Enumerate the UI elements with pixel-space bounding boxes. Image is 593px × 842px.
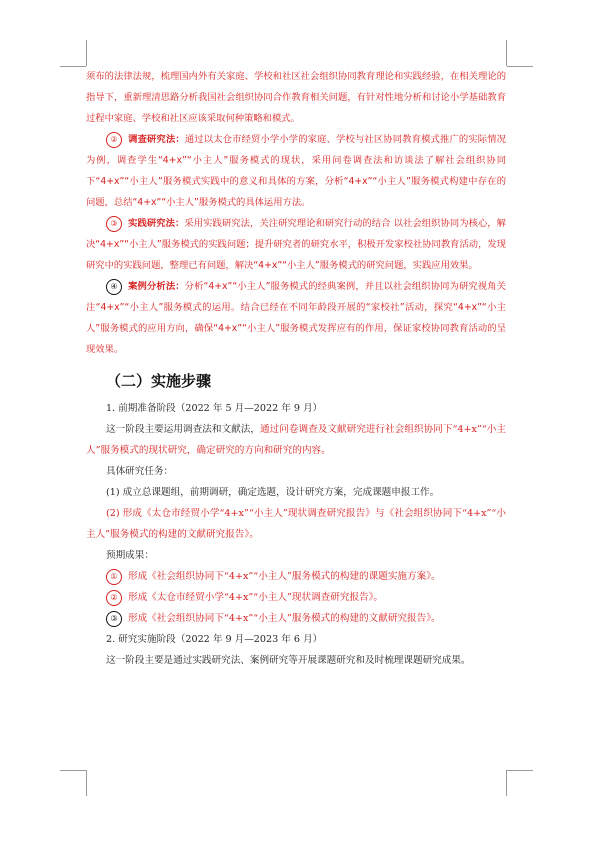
circled-number-3: ③	[106, 216, 122, 232]
method-survey-label: 调查研究法：	[128, 134, 185, 145]
stage1-title: 1. 前期准备阶段（2022 年 5 月—2022 年 9 月）	[106, 403, 323, 414]
stage1-task-2: (2) 形成《太仓市经贸小学“4+x”“小主人”现状调查研究报告》与《社会组织协同下“4+x”“小主人”服务模式的构建的文献研究报告》。	[86, 508, 506, 540]
stage2-title: 2. 研究实施阶段（2022 年 9 月—2023 年 6 月）	[106, 634, 323, 645]
continued-paragraph: 须布的法律法规，梳理国内外有关家庭、学校和社区社会组织协同教育理论和实践经验，在相关理论的指导下，重新理清思路分析我国社会组织协同合作教育相关问题，有针对性地分析和讨论小学基础教育过程中家庭、学校和社区应该采取何种策略和模式。	[86, 71, 506, 124]
method-survey-paragraph	[86, 129, 506, 213]
stage2-intro: 这一阶段主要是通过实践研究法、案例研究等开展课题研究和及时梳理课题研究成果。	[106, 655, 471, 666]
stage1-result-3	[86, 608, 506, 629]
crop-mark-top-left-v	[86, 40, 87, 66]
crop-mark-top-right-h	[507, 66, 533, 67]
stage1-results-label: 预期成果：	[106, 550, 154, 561]
method-case-paragraph	[86, 276, 506, 360]
stage1-intro	[86, 419, 506, 461]
circled-number-4: ④	[106, 279, 122, 295]
stage1-result-1	[86, 566, 506, 587]
stage1-result-3-text: 形成《社会组织协同下“4+x”“小主人”服务模式的构建的文献研究报告》。	[128, 613, 441, 624]
stage1-tasks-label: 具体研究任务：	[106, 466, 174, 477]
stage1-intro-black: 这一阶段主要运用调查法和文献法，	[106, 424, 260, 435]
stage1-intro-red: 通过问卷调查及文献研究进行社会组织协同下“4+x”“小主人”服务模式的现状研究，确定研究的方向和研究的内容。	[86, 424, 506, 456]
stage1-result-2	[86, 587, 506, 608]
section-heading: （二）实施步骤	[106, 372, 212, 390]
crop-mark-top-left-h	[60, 66, 86, 67]
stage1-result-1-text: 形成《社会组织协同下“4+x”“小主人”服务模式的构建的课题实施方案》。	[128, 571, 441, 582]
method-survey-text: 通过以太仓市经贸小学小学的家庭、学校与社区协同教育模式推广的实际情况为例，调查学生“4+x”“小主人”服务模式的现状，采用问卷调查法和访谈法了解社会组织协同下“4+x”“小主人”服务模式实践中的意义和具体的方案，分析“4+x”“小主人”服务模式构建中存在的问题，总结“4+x”“小主人”服务模式的具体运用方法。	[86, 134, 506, 208]
circled-number-1: ①	[106, 569, 122, 585]
circled-number-2b: ②	[106, 590, 122, 606]
stage1-result-2-text: 形成《太仓市经贸小学“4+x”“小主人”现状调查研究报告》。	[128, 592, 384, 603]
circled-number-3b: ③	[106, 611, 122, 627]
method-practice-paragraph	[86, 213, 506, 276]
crop-mark-bottom-left-h	[60, 770, 86, 771]
circled-number-2: ②	[106, 132, 122, 148]
crop-mark-bottom-right-h	[507, 770, 533, 771]
method-practice-label: 实践研究法：	[128, 218, 185, 229]
document-page	[86, 66, 506, 671]
method-case-text: 分析“4+x”“小主人”服务模式的经典案例，并且以社会组织协同为研究视角关注“4+x”“小主人”服务模式的运用。结合已经在不同年龄段开展的“家校社”活动，探究“4+x”“小主人”服务模式的应用方向，确保“4+x”“小主人”服务模式发挥应有的作用，保证家校协同教育活动的呈现效果。	[86, 281, 506, 355]
stage1-task-1: (1) 成立总课题组，前期调研，确定选题，设计研究方案，完成课题申报工作。	[106, 487, 440, 498]
method-practice-text: 采用实践研究法，关注研究理论和研究行动的结合 以社会组织协同为核心，解决“4+x”“小主人”服务模式的实践问题；提升研究者的研究水平，积极开发家校社协同教育活动，发现研究中的实践问题，整理已有问题，解决“4+x”“小主人”服务模式的研究问题，实践应用效果。	[86, 218, 506, 271]
crop-mark-top-right-v	[506, 40, 507, 66]
method-case-label: 案例分析法：	[128, 281, 185, 292]
crop-mark-bottom-right-v	[506, 770, 507, 796]
crop-mark-bottom-left-v	[86, 770, 87, 796]
